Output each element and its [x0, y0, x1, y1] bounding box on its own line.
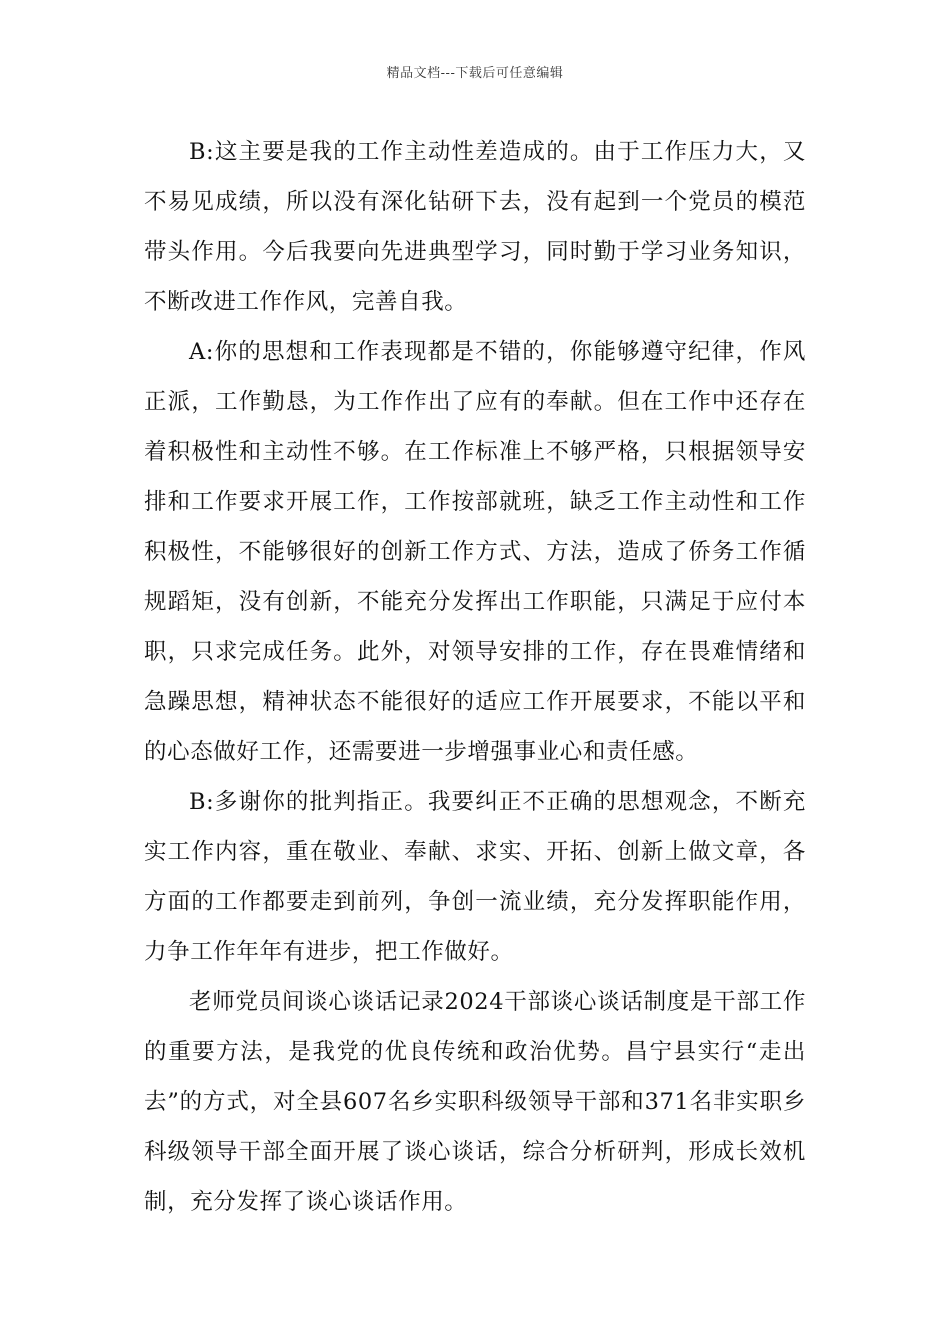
paragraph-b-thanks: B:多谢你的批判指正。我要纠正不正确的思想观念，不断充实工作内容，重在敬业、奉献、求实、开拓、创新上做文章，各方面的工作都要走到前列，争创一流业绩，充分发挥职能作用，力争工作年年有进步，把工作做好。	[144, 789, 806, 965]
paragraph-a-comment: A:你的思想和工作表现都是不错的，你能够遵守纪律，作风正派，工作勤恳，为工作作出了应有的奉献。但在工作中还存在着积极性和主动性不够。在工作标准上不够严格，只根据领导安排和工作要求开展工作，工作按部就班，缺乏工作主动性和工作积极性，不能够很好的创新工作方式、方法，造成了侨务工作循规蹈矩，没有创新，不能充分发挥出工作职能，只满足于应付本职，只求完成任务。此外，对领导安排的工作，存在畏难情绪和急躁思想，精神状态不能很好的适应工作开展要求，不能以平和的心态做好工作，还需要进一步增强事业心和责任感。	[144, 339, 806, 765]
paragraph-b-reply: B:这主要是我的工作主动性差造成的。由于工作压力大，又不易见成绩，所以没有深化钻研下去，没有起到一个党员的模范带头作用。今后我要向先进典型学习，同时勤于学习业务知识，不断改进工作作风，完善自我。	[144, 139, 806, 315]
paragraph-article: 老师党员间谈心谈话记录2024干部谈心谈话制度是干部工作的重要方法，是我党的优良传统和政治优势。昌宁县实行“走出去”的方式，对全县607名乡实职科级领导干部和371名非实职乡科级领导干部全面开展了谈心谈话，综合分析研判，形成长效机制，充分发挥了谈心谈话作用。	[144, 989, 806, 1215]
running-header: 精品文档---下载后可任意编辑	[386, 66, 564, 81]
body-text	[144, 127, 806, 1227]
